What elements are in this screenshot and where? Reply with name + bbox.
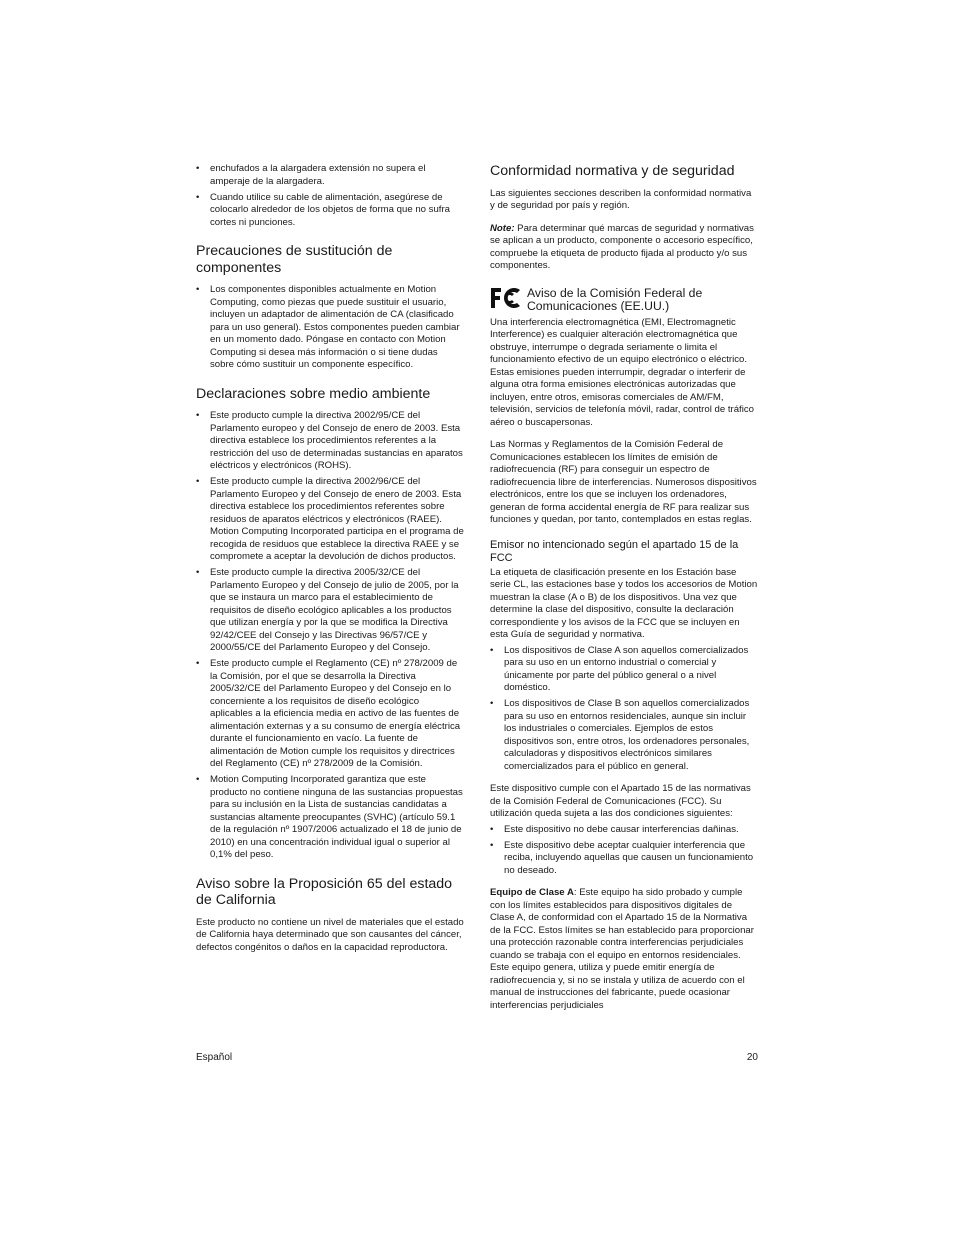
conditions-intro: Este dispositivo cumple con el Apartado 15 de las normativas de la Comisión Federal de Comunicaciones (FCC). Su utilización queda sujeta a las dos condiciones siguientes: xyxy=(490,783,751,819)
section-heading-components: Precauciones de sustitución de componentes xyxy=(196,243,393,276)
list-item: • Este producto cumple la directiva 2002/96/CE del Parlamento Europeo y del Consejo de enero de 2003. Esta directiva establece los procedimientos referentes sobre residuos de aparatos eléctricos y electrónicos (RAEE). Motion Computing Incorporated participa en el programa de recogida de residuos que establece la directiva RAEE y se compromete a aceptar la devolución de dichos productos. xyxy=(196,476,464,564)
list-item: • Este producto cumple el Reglamento (CE) nº 278/2009 de la Comisión, por el que se desarrolla la Directiva 2005/32/CE del Parlamento Europeo y del Consejo en lo concerniente a los requisitos de diseño ecológico aplicables a la eficiencia media en activo de las fuentes de alimentación externas y a su consumo de energía eléctrica durante el funcionamiento en vacío. La fuente de alimentación de Motion cumple los requisitos y directrices del Reglamento (CE) nº 278/2009 de la Comisión. xyxy=(196,658,464,771)
fcc-logo-icon xyxy=(490,287,522,309)
note-paragraph xyxy=(490,223,758,273)
fcc-paragraph-1: Una interferencia electromagnética (EMI, Electromagnetic Interference) es cualquier alteración electromagnética que obstruye, interrumpe o degrada seriamente o limita el funcionamiento efectivo de un equipo electrónico o eléctrico. Estas emisiones pueden interrumpir, degradar o interferir de alguna otra forma emisiones electrónicas autorizadas que incluyen, entre otros, emisoras comerciales de AM/FM, televisión, servicios de telefonía móvil, radar, control de tráfico aéreo o buscapersonas. xyxy=(490,316,754,428)
class-a-paragraph xyxy=(490,887,758,1012)
list-item: • Este producto cumple la directiva 2005/32/CE del Parlamento Europeo y del Consejo de julio de 2005, por la que se instaura un marco para el establecimiento de requisitos de diseño ecológico aplicables a los productos que utilizan energía y por la que se modifica la Directiva 92/42/CEE del Consejo y las Directivas 96/57/CE y 2000/55/CE del Parlamento Europeo y del Consejo. xyxy=(196,567,464,655)
note-label: Note: xyxy=(490,222,515,234)
note-text: Para determinar qué marcas de seguridad y normativas se aplican a un producto, componente o accesorio específico, compruebe la etiqueta de producto fijada al producto y/o sus componentes. xyxy=(490,222,754,271)
list-item: • Este producto cumple la directiva 2002/95/CE del Parlamento europeo y del Consejo de enero de 2003. Esta directiva establece los procedimientos referentes a la restricción del uso de determinadas sustancias en aparatos eléctricos y electrónicos (ROHS). xyxy=(196,410,464,473)
list-item: • Este dispositivo no debe causar interferencias dañinas. xyxy=(490,824,758,837)
fcc-heading-row xyxy=(490,287,758,314)
left-column xyxy=(196,163,464,964)
section-heading-environment: Declaraciones sobre medio ambiente xyxy=(196,385,431,402)
list-item: • Los componentes disponibles actualmente en Motion Computing, como piezas que puede sustituir el usuario, incluyen un adaptador de alimentación de CA (clasificado para un uso general). Estos componentes pueden cambiar en un momento dado. Póngase en contacto con Motion Computing si desea más información o si tiene dudas sobre cómo sustituir un componente específico. xyxy=(196,284,464,372)
list-item: • enchufados a la alargadera extensión no supera el amperaje de la alargadera. xyxy=(196,163,464,188)
page-number: 20 xyxy=(746,1052,758,1063)
list-item: • Los dispositivos de Clase A son aquellos comercializados para su uso en un entorno industrial o comercial y únicamente por parte del público general o a nivel doméstico. xyxy=(490,645,758,695)
class-list xyxy=(490,645,758,774)
intro-list xyxy=(196,163,464,229)
conditions-list xyxy=(490,824,758,878)
list-item: • Motion Computing Incorporated garantiza que este producto no contiene ninguna de las sustancias propuestas para su inclusión en la Lista de sustancias candidatas a sustancias altamente preocupantes (SVHC) (artículo 59.1 de la regulación nº 1907/2006 actualizado el 18 de junio de 2010) en una concentración individual igual o superior al 0,1% del peso. xyxy=(196,774,464,862)
section-heading-prop65: Aviso sobre la Proposición 65 del estado de California xyxy=(196,875,453,908)
section-heading-regulatory: Conformidad normativa y de seguridad xyxy=(490,163,735,179)
right-column xyxy=(490,163,758,1022)
fcc-paragraph-2: Las Normas y Reglamentos de la Comisión Federal de Comunicaciones establecen los límites de emisión de radiofrecuencia (RF) para conseguir un espectro de radiofrecuencia libre de interferencias. Numerosos dispositivos electrónicos, entre los que se incluyen los ordenadores, generan de forma accidental energía de RF para realizar sus funciones y quedan, por tanto, contemplados en estas reglas. xyxy=(490,439,757,525)
list-item: • Este dispositivo debe aceptar cualquier interferencia que reciba, incluyendo aquellas que causen un funcionamiento no deseado. xyxy=(490,840,758,878)
regulatory-paragraph: Las siguientes secciones describen la conformidad normativa y de seguridad por país y región. xyxy=(490,187,752,211)
part15-paragraph: La etiqueta de clasificación presente en los Estación base serie CL, las estaciones base y todos los accesorios de Motion muestran la clase (A o B) de los dispositivos. Una vez que determine la clase del dispositivo, consulte la declaración correspondiente y los avisos de la FCC que se incluyen en esta Guía de seguridad y normativa. xyxy=(490,566,758,640)
section-heading-fcc: Aviso de la Comisión Federal de Comunicaciones (EE.UU.) xyxy=(527,285,703,313)
list-item: • Cuando utilice su cable de alimentación, asegúrese de colocarlo alrededor de los objetos de forma que no sufra cortes ni punciones. xyxy=(196,192,464,230)
class-a-text: : Este equipo ha sido probado y cumple con los límites establecidos para dispositivos digitales de Clase A, de conformidad con el Apartado 15 de la Normativa de la FCC. Estos límites se han establecido para proporcionar una protección razonable contra interferencias perjudiciales cuando se trabaja con el equipo en entornos residenciales. Este equipo genera, utiliza y puede emitir energía de radiofrecuencia y, si no se instala y utiliza de acuerdo con el manual de instrucciones del fabricante, puede ocasionar interferencias perjudiciales xyxy=(490,887,754,1011)
list-item: • Los dispositivos de Clase B son aquellos comercializados para su uso en entornos residenciales, aunque sin incluir los industriales o comerciales. Ejemplos de estos dispositivos son, entre otros, los ordenadores personales, calculadoras y dispositivos electrónicos similares comercializados para el público en general. xyxy=(490,698,758,773)
environment-list xyxy=(196,410,464,862)
section-heading-part15: Emisor no intencionado según el apartado 15 de la FCC xyxy=(490,538,739,564)
footer-language: Español xyxy=(196,1052,233,1063)
components-list xyxy=(196,284,464,372)
prop65-paragraph: Este producto no contiene un nivel de materiales que el estado de California haya determinado que son causantes del cáncer, defectos congénitos o daños en la capacidad reproductora. xyxy=(196,916,464,953)
class-a-label: Equipo de Clase A xyxy=(490,887,574,898)
